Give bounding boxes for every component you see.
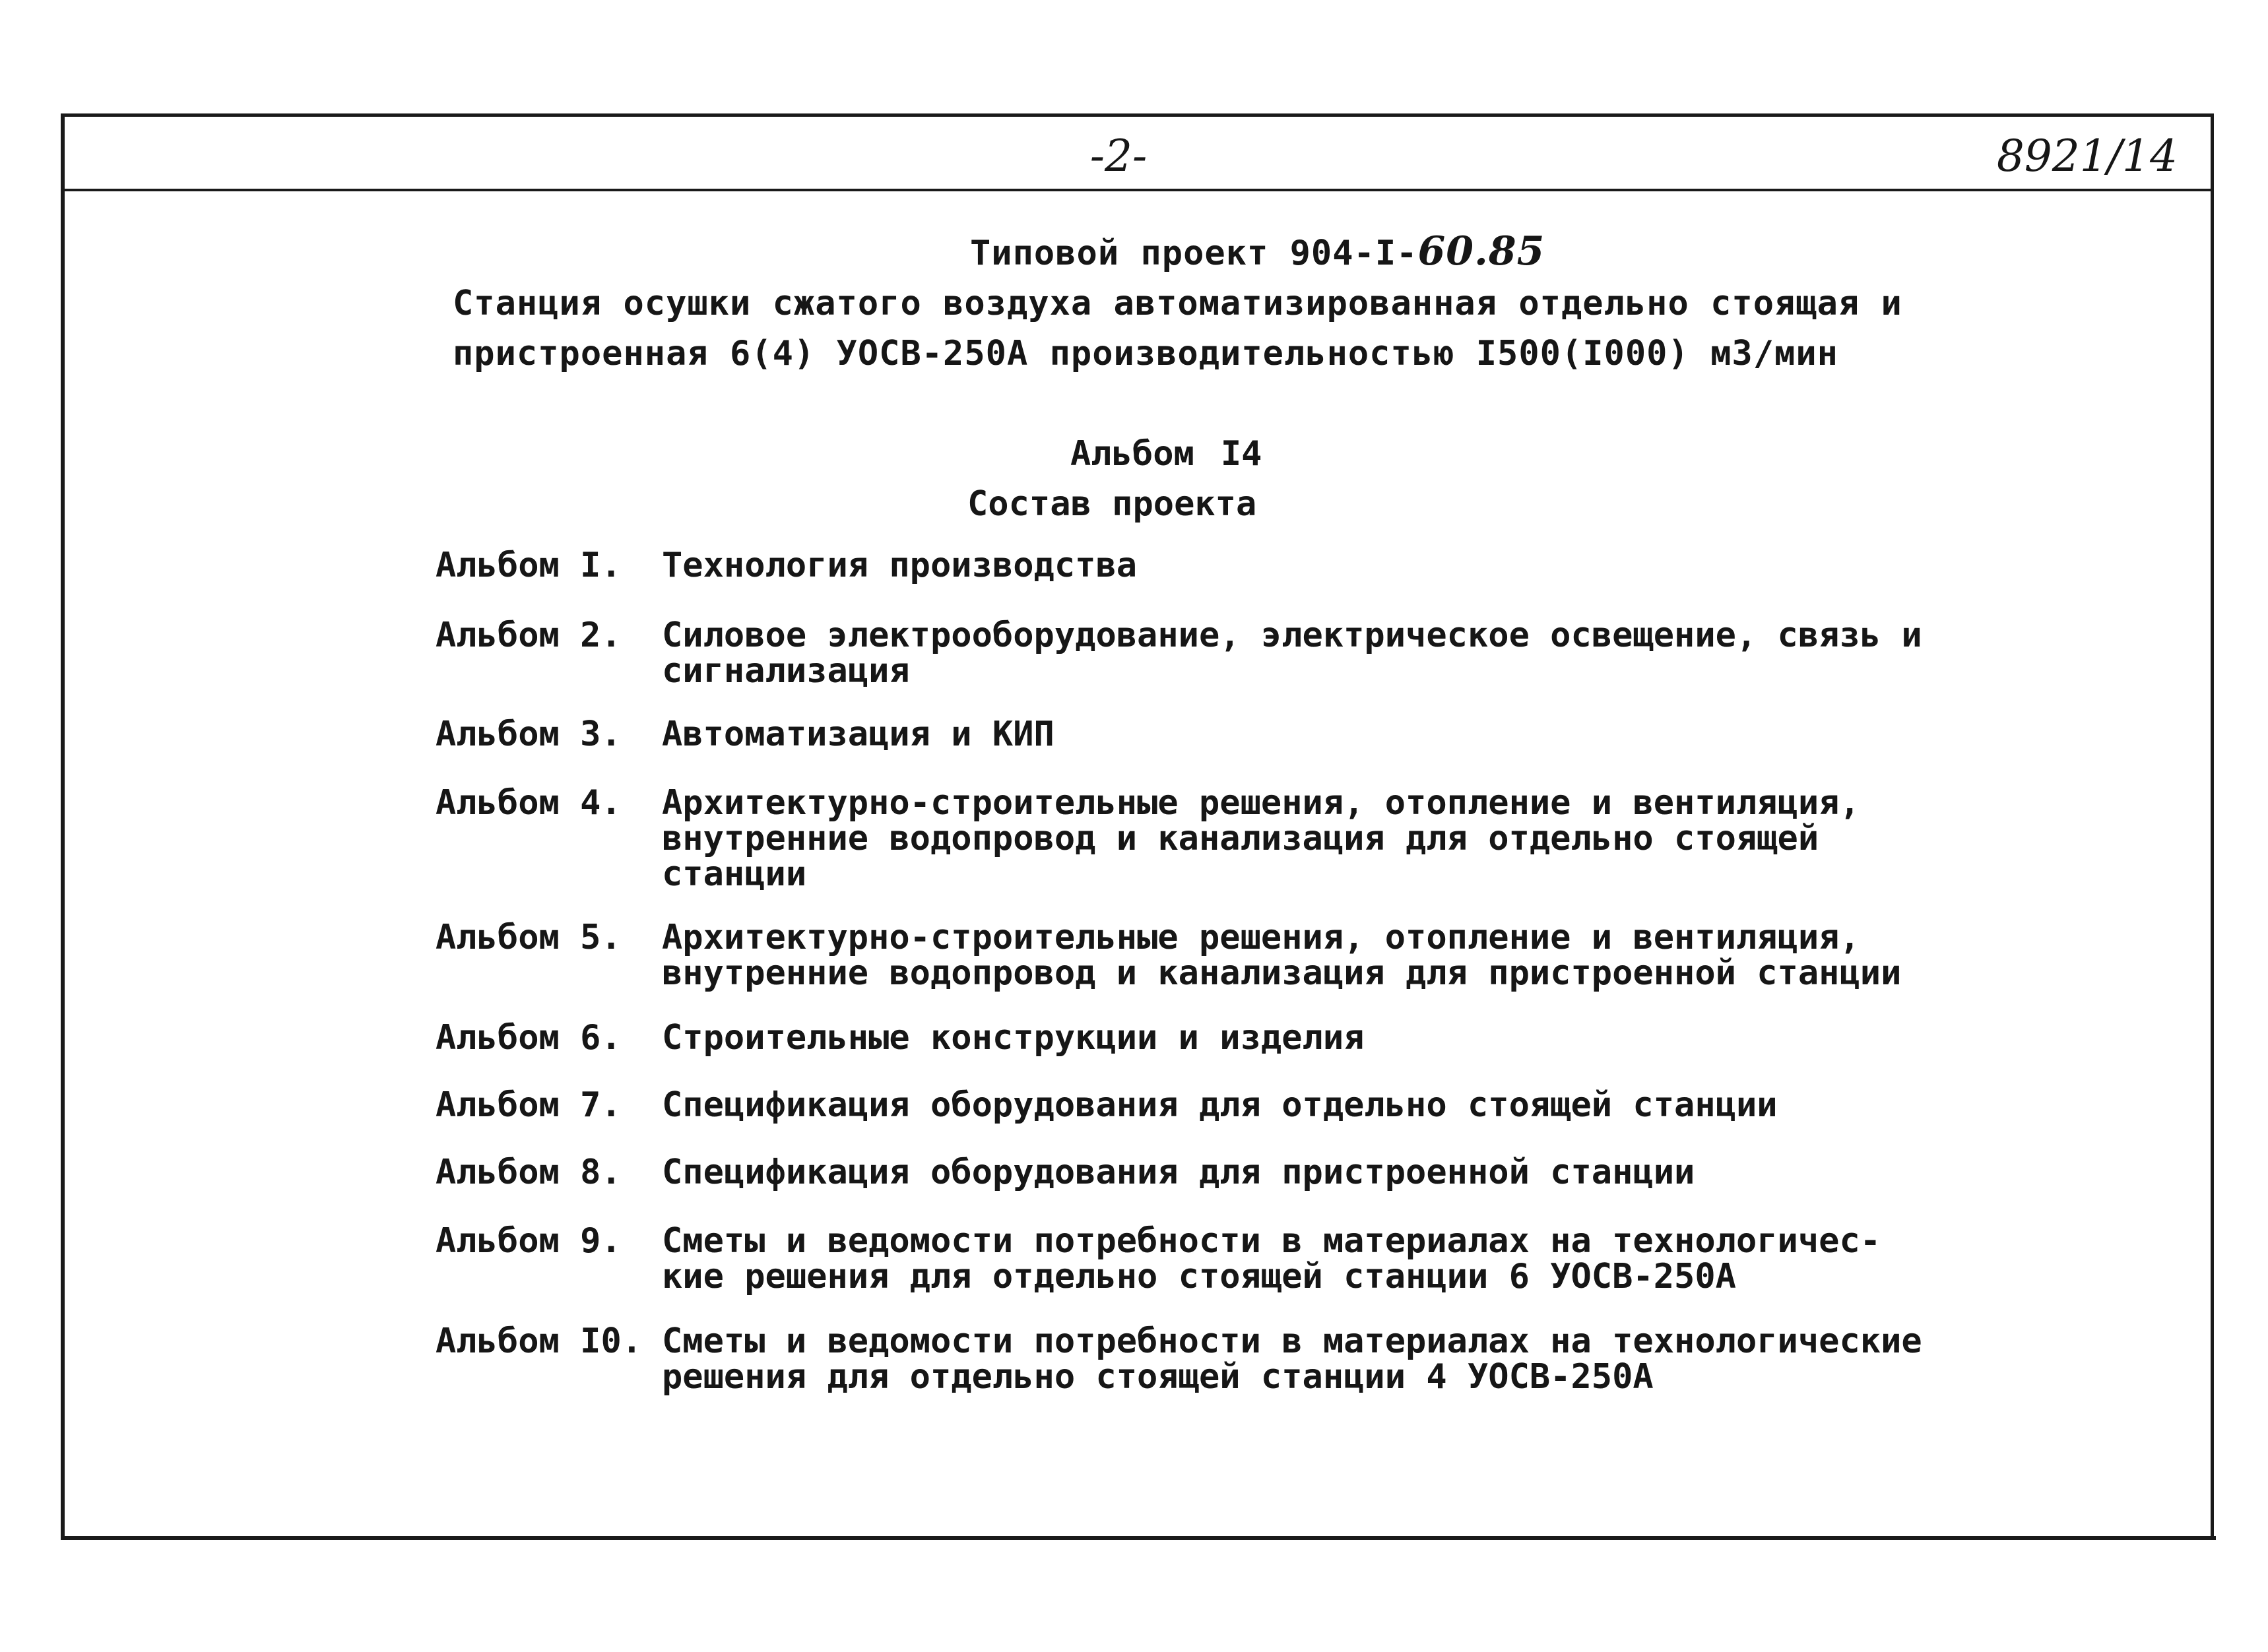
header-separator-line bbox=[61, 189, 2213, 191]
station-title-line-1: Станция осушки сжатого воздуха автоматизированная отдельно стоящая и bbox=[453, 284, 1902, 323]
album-label: Альбом 9. bbox=[436, 1221, 622, 1261]
album-description: Технология производства bbox=[662, 546, 1138, 585]
album-label: Альбом 8. bbox=[436, 1153, 622, 1192]
album-description: Автоматизация и КИП bbox=[662, 715, 1054, 754]
album-heading bbox=[1070, 434, 1262, 474]
album-description: Строительные конструкции и изделия bbox=[662, 1018, 1365, 1058]
album-description: Спецификация оборудования для пристроенной станции bbox=[662, 1153, 1695, 1192]
album-description: Сметы и ведомости потребности в материалах на технологичес- кие решения для отдельно стоящей станции 6 УОСВ-250А bbox=[662, 1221, 1881, 1296]
album-label: Альбом 2. bbox=[436, 616, 622, 655]
page-number: -2- bbox=[1089, 131, 1148, 181]
album-description: Спецификация оборудования для отдельно стоящей станции bbox=[662, 1085, 1778, 1125]
album-label: Альбом 7. bbox=[436, 1085, 622, 1125]
frame-left-line bbox=[61, 113, 65, 1540]
album-label: Альбом 6. bbox=[436, 1018, 622, 1058]
album-label: Альбом I0. bbox=[436, 1321, 643, 1361]
album-label: Альбом 4. bbox=[436, 783, 622, 823]
album-description: Силовое электрооборудование, электрическое освещение, связь и сигнализация bbox=[662, 616, 1922, 691]
frame-top-line bbox=[61, 113, 2213, 117]
album-number: I4 bbox=[1220, 434, 1262, 474]
project-prefix: Типовой проект 904-I- bbox=[970, 234, 1418, 273]
station-title-line-2: пристроенная 6(4) УОСВ-250А производительностью I500(I000) м3/мин bbox=[453, 334, 1838, 373]
document-code: 8921/14 bbox=[1996, 131, 2178, 181]
album-description: Архитектурно-строительные решения, отопление и вентиляция, внутренние водопровод и канализация для отдельно стоящей станции bbox=[662, 783, 1860, 894]
project-title bbox=[970, 228, 1545, 274]
album-label: Альбом 3. bbox=[436, 715, 622, 754]
album-label: Альбом 5. bbox=[436, 918, 622, 957]
frame-bottom-line bbox=[63, 1536, 2216, 1540]
frame-right-line bbox=[2211, 113, 2214, 1540]
album-description: Сметы и ведомости потребности в материалах на технологические решения для отдельно стоящей станции 4 УОСВ-250А bbox=[662, 1321, 1922, 1397]
album-word: Альбом bbox=[1070, 434, 1194, 474]
album-label: Альбом I. bbox=[436, 546, 622, 585]
project-number: 60.85 bbox=[1417, 228, 1545, 274]
album-description: Архитектурно-строительные решения, отопление и вентиляция, внутренние водопровод и канализация для пристроенной станции bbox=[662, 918, 1902, 993]
composition-heading: Состав проекта bbox=[967, 484, 1257, 524]
